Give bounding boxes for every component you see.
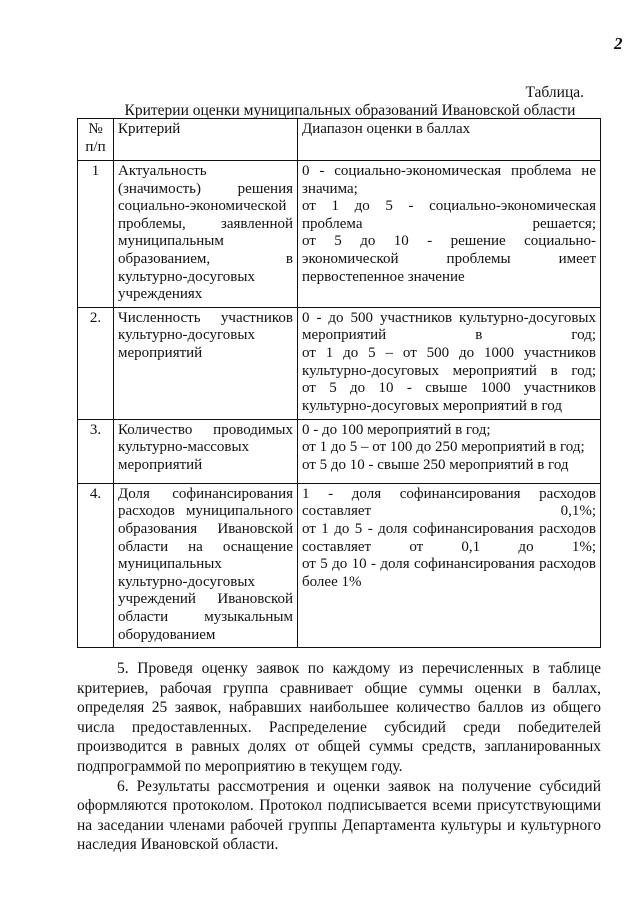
range-line: от 5 до 10 - свыше 1000 участников культурно-досуговых мероприятий в год [302,380,596,414]
table-row [78,307,601,419]
table-title: Критерии оценки муниципальных образований Ивановской области [124,102,576,119]
range-line: 0 - до 500 участников культурно-досуговых мероприятий в год; [302,309,596,344]
range-line: 1 - доля софинансирования расходов составляет 0,1%; [302,485,596,520]
body-text [77,659,601,855]
row-range [298,161,601,308]
page-number: 2 [614,34,623,53]
table-label: Таблица. [525,84,584,101]
header-number: № п/п [78,119,114,161]
table-header-row [78,119,601,161]
range-line: от 1 до 5 – от 500 до 1000 участников культурно-досуговых мероприятий в год; [302,344,596,379]
row-criterion: Актуальность (значимость) решения социально-экономической проблемы, заявленной муниципальным образованием, в культурно-досуговых учреждениях [114,161,298,308]
range-line: 0 - до 100 мероприятий в год; [302,421,491,438]
range-line: от 1 до 5 – от 100 до 250 мероприятий в год; [302,439,585,456]
range-line: от 1 до 5 - социально-экономическая проблема решается; [302,198,596,232]
range-line: от 5 до 10 - решение социально-экономической проблемы имеет первостепенное значение [302,233,596,285]
range-line: от 5 до 10 - свыше 250 мероприятий в год [302,456,569,473]
range-line: от 1 до 5 - доля софинансирования расходов составляет от 0,1 до 1%; [302,520,596,555]
table-row [78,419,601,483]
table-row [78,161,601,308]
table-row [78,483,601,647]
row-criterion: Численность участников культурно-досуговых мероприятий [114,307,298,419]
header-criterion: Критерий [114,119,298,161]
criteria-table [77,118,601,648]
paragraph-5: 5. Проведя оценку заявок по каждому из перечисленных в таблице критериев, рабочая группа сравнивает общие суммы оценки в баллах, определяя 25 заявок, набравших наибольшее количество баллов из общего числа предоставленных. Распределение субсидий среди победителей производится в равных долях от общей суммы средств, запланированных подпрограммой по мероприятию в текущем году. [77,660,601,775]
row-number: 3. [78,419,114,483]
header-range: Диапазон оценки в баллах [298,119,601,161]
range-line: от 5 до 10 - доля софинансирования расходов более 1% [302,556,596,590]
row-criterion: Доля софинансирования расходов муниципального образования Ивановской области на оснащение муниципальных культурно-досуговых учреждений Ивановской области музыкальным оборудованием [114,483,298,647]
row-range [298,419,601,483]
row-number: 2. [78,307,114,419]
row-range [298,483,601,647]
row-range [298,307,601,419]
paragraph-6: 6. Результаты рассмотрения и оценки заявок на получение субсидий оформляются протоколом. Протокол подписывается всеми присутствующими на заседании членами рабочей группы Департамента культуры и культурного наследия Ивановской области. [77,777,601,854]
row-number: 1 [78,161,114,308]
range-line: 0 - социально-экономическая проблема не значима; [302,163,596,197]
row-number: 4. [78,483,114,647]
row-criterion: Количество проводимых культурно-массовых мероприятий [114,419,298,483]
